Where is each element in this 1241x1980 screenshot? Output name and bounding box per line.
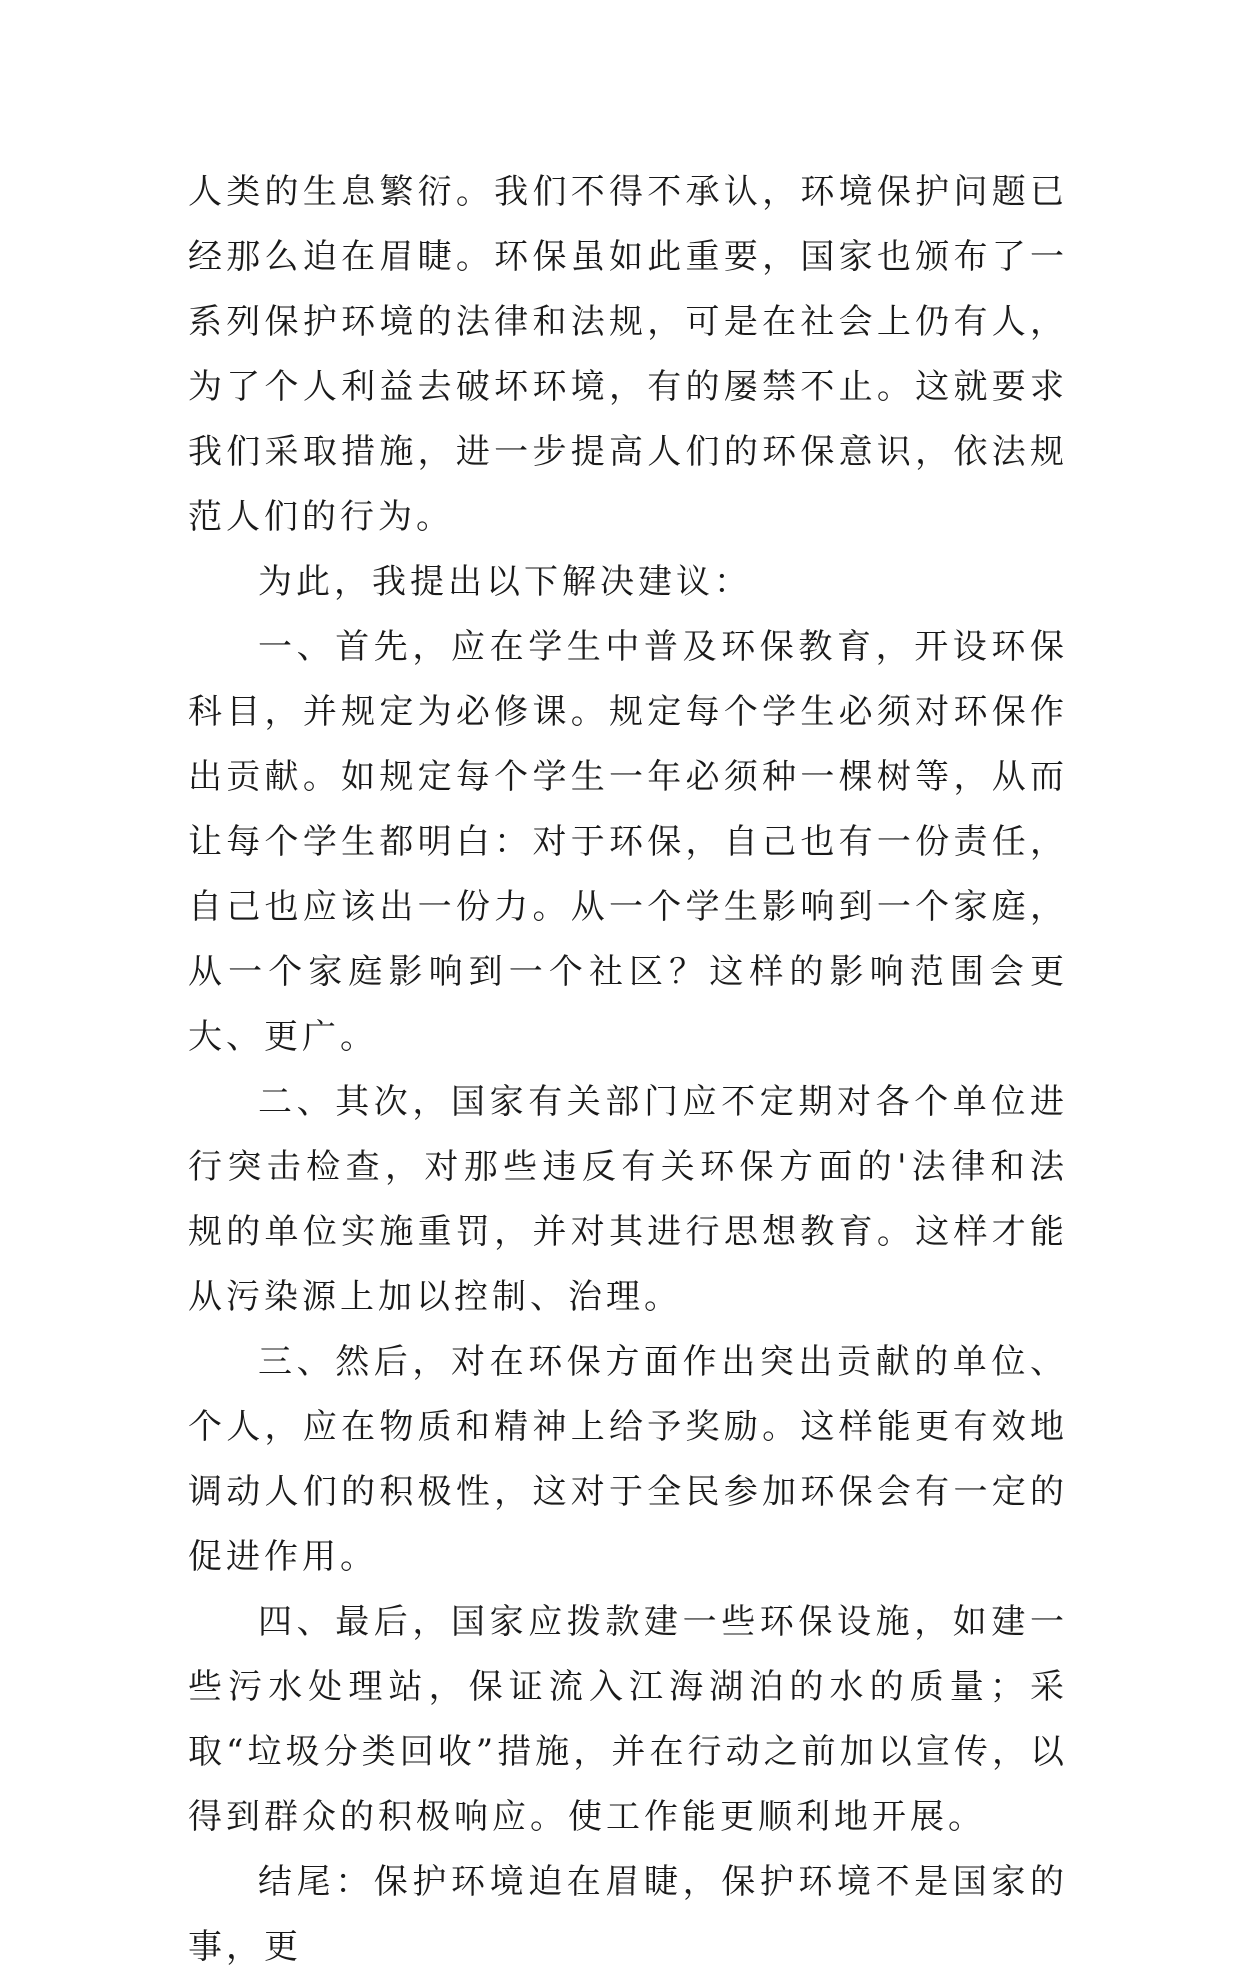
paragraph-suggestion-2: 二、其次，国家有关部门应不定期对各个单位进行突击检查，对那些违反有关环保方面的'法律和法规的单位实施重罚，并对其进行思想教育。这样才能从污染源上加以控制、治理。 (188, 1082, 1068, 1317)
paragraph-conclusion: 结尾：保护环境迫在眉睫，保护环境不是国家的事，更 (188, 1862, 1068, 1967)
paragraph-suggestion-3: 三、然后，对在环保方面作出突出贡献的单位、个人，应在物质和精神上给予奖励。这样能更有效地调动人们的积极性，这对于全民参加环保会有一定的促进作用。 (188, 1342, 1068, 1577)
paragraph-continuation: 人类的生息繁衍。我们不得不承认，环境保护问题已经那么迫在眉睫。环保虽如此重要，国家也颁布了一系列保护环境的法律和法规，可是在社会上仍有人，为了个人利益去破坏环境，有的屡禁不止。这就要求我们采取措施，进一步提高人们的环保意识，依法规范人们的行为。 (188, 172, 1068, 537)
paragraph-suggestion-4: 四、最后，国家应拨款建一些环保设施，如建一些污水处理站，保证流入江海湖泊的水的质量；采取“垃圾分类回收”措施，并在行动之前加以宣传，以得到群众的积极响应。使工作能更顺利地开展。 (188, 1602, 1068, 1837)
document-body (188, 160, 1068, 1980)
paragraph-suggestion-1: 一、首先，应在学生中普及环保教育，开设环保科目，并规定为必修课。规定每个学生必须对环保作出贡献。如规定每个学生一年必须种一棵树等，从而让每个学生都明白：对于环保，自己也有一份责任，自己也应该出一份力。从一个学生影响到一个家庭，从一个家庭影响到一个社区？这样的影响范围会更大、更广。 (188, 627, 1068, 1057)
paragraph-proposal-intro: 为此，我提出以下解决建议： (258, 562, 752, 602)
